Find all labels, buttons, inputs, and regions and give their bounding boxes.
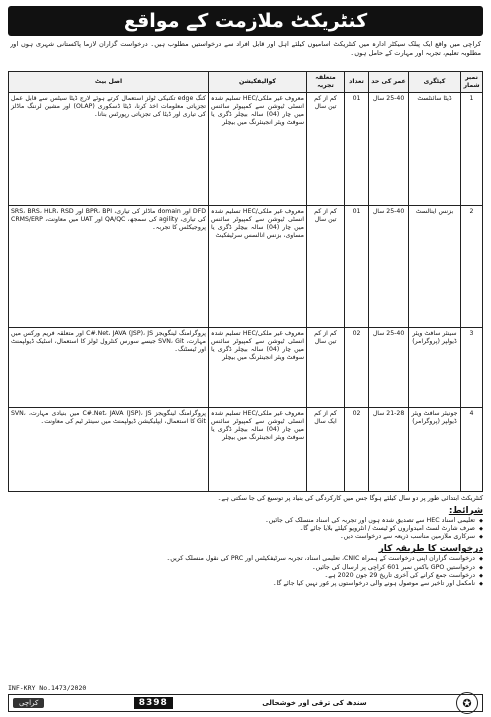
- row-description: DFD اور domain ماڈلز کی تیاری، BPR، BPI اور SRS، BRS، HLR، RSD کی تیاری، agility کی سمجھ، QA/QC اور UAT میں معاونت، CRMS/ERP پروجیکٹس کا تجربہ۔: [9, 206, 209, 328]
- header-experience: متعلقہ تجربہ: [307, 72, 345, 93]
- row-category: سینئر سافٹ ویئر ڈیولپر (پروگرامر): [409, 328, 461, 408]
- table-row: [9, 328, 483, 408]
- row-description: پروگرامنگ لینگویجز C#.Net، JAVA (JSP)، JS اور متعلقہ فریم ورکس میں مہارت، SVN، Git جیسے سورس کنٹرول ٹولز کا استعمال، اسٹیک ڈیولپمنٹ اور ٹیسٹنگ۔: [9, 328, 209, 408]
- table-row: [9, 408, 483, 492]
- list-item: ◆ درخواست گزاران اپنی درخواست کے ہمراہ CNIC، تعلیمی اسناد، تجربہ سرٹیفکیٹس اور PRC کی نقول منسلک کریں۔: [8, 555, 483, 563]
- table-row: [9, 206, 483, 328]
- row-serial: 4: [461, 408, 483, 492]
- page-title: کنٹریکٹ ملازمت کے مواقع: [8, 6, 483, 36]
- header-serial: نمبر شمار: [461, 72, 483, 93]
- row-qualification: معروف غیر ملکی/HEC تسلیم شدہ انسٹی ٹیوشن سے کمپیوٹر سائنس میں چار (04) سالہ بیچلر ڈگری یا سوفٹ ویئر انجینئرنگ میں بیچلر: [209, 408, 307, 492]
- row-count: 01: [345, 93, 369, 206]
- header-category: کیٹگری: [409, 72, 461, 93]
- row-count: 01: [345, 206, 369, 328]
- table-header-row: [9, 72, 483, 93]
- procedure-heading: درخواست کا طریقہ کار: [378, 544, 483, 555]
- row-category: ڈیٹا سائنٹسٹ: [409, 93, 461, 206]
- row-category: جونیئر سافٹ ویئر ڈیولپر (پروگرامر): [409, 408, 461, 492]
- row-age: 25-40 سال: [369, 328, 409, 408]
- row-experience: کم از کم ایک سال: [307, 408, 345, 492]
- row-description: پروگرامنگ لینگویجز C#.Net، JAVA (JSP)، JS میں بنیادی مہارت، SVN، Git کا استعمال، ایپلیکیشن ڈیولپمنٹ میں سینئر ٹیم کی معاونت۔: [9, 408, 209, 492]
- intro-paragraph: کراچی میں واقع ایک پبلک سیکٹر ادارہ میں کنٹریکٹ اسامیوں کیلئے اہل اور قابل افراد سے درخواستیں مطلوب ہیں۔ درخواست گزاران لازما پاکستانی شہری ہوں اور مطلوبہ تعلیم، تجربہ اور مہارت کے حامل ہوں۔: [10, 40, 481, 57]
- footer-slogan: سندھ کی ترقی اور خوشحالی: [262, 699, 367, 707]
- list-item: ◆ صرف شارٹ لسٹ امیدواروں کو ٹیسٹ / انٹرویو کیلئے بلایا جائے گا۔: [8, 525, 483, 533]
- header-age: عمر کی حد: [369, 72, 409, 93]
- row-description: کنگ edge تکنیکی ٹولز استعمال کرتے ہوئے لارج ڈیٹا سیٹس سے قابل عمل تجزیاتی معلومات اخذ کرنا، ڈیٹا ڈسکوری (OLAP) اور مشین لرننگ ماڈلز کی تیاری اور ڈیٹا کی تجزیاتی رپورٹس بنانا۔: [9, 93, 209, 206]
- list-item: ◆ درخواستیں GPO باکس نمبر 601 کراچی پر ارسال کی جائیں۔: [8, 564, 483, 572]
- row-serial: 2: [461, 206, 483, 328]
- government-seal-icon: ✪: [456, 692, 478, 714]
- row-qualification: معروف غیر ملکی/HEC تسلیم شدہ انسٹی ٹیوشن سے کمپیوٹر سائنس میں چار (04) سالہ بیچلر ڈگری یا سوفٹ ویئر انجینئرنگ میں بیچلر: [209, 93, 307, 206]
- row-qualification: معروف غیر ملکی/HEC تسلیم شدہ انسٹی ٹیوشن سے کمپیوٹر سائنس میں چار (04) سالہ بیچلر ڈگری یا مساوی، بزنس انالسس سرٹیفکیٹ: [209, 206, 307, 328]
- conditions-heading: شرائط:: [448, 505, 483, 516]
- row-serial: 3: [461, 328, 483, 408]
- jobs-table: [8, 71, 483, 492]
- header-count: تعداد: [345, 72, 369, 93]
- footer: [8, 682, 483, 712]
- contract-note: کنٹریکٹ ابتدائی طور پر دو سال کیلئے ہوگا جس میں کارکردگی کی بنیاد پر توسیع کی جا سکتی ہے۔: [217, 494, 483, 502]
- list-item: ◆ نامکمل اور تاخیر سے موصول ہونے والی درخواستوں پر غور نہیں کیا جائے گا۔: [8, 580, 483, 588]
- conditions-list: [8, 517, 483, 542]
- row-age: 21-28 سال: [369, 408, 409, 492]
- list-item: ◆ تعلیمی اسناد HEC سے تصدیق شدہ ہوں اور تجربہ کی اسناد منسلک کی جائیں۔: [8, 517, 483, 525]
- row-experience: کم از کم تین سال: [307, 93, 345, 206]
- row-experience: کم از کم تین سال: [307, 328, 345, 408]
- list-item: ◆ سرکاری ملازمین مناسب ذریعہ سے درخواست دیں۔: [8, 533, 483, 541]
- footer-phone: 8398: [134, 697, 173, 709]
- header-qualification: کوالیفکیشن: [209, 72, 307, 93]
- row-serial: 1: [461, 93, 483, 206]
- row-category: بزنس اینالسٹ: [409, 206, 461, 328]
- table-row: [9, 93, 483, 206]
- footer-bar: [8, 694, 483, 712]
- footer-city-label: کراچی: [13, 698, 44, 708]
- reference-number: INF-KRY No.1473/2020: [8, 684, 87, 692]
- row-experience: کم از کم تین سال: [307, 206, 345, 328]
- row-age: 25-40 سال: [369, 93, 409, 206]
- row-count: 02: [345, 408, 369, 492]
- row-qualification: معروف غیر ملکی/HEC تسلیم شدہ انسٹی ٹیوشن سے کمپیوٹر سائنس میں چار (04) سالہ بیچلر ڈگری یا سوفٹ ویئر انجینئرنگ میں بیچلر: [209, 328, 307, 408]
- row-count: 02: [345, 328, 369, 408]
- procedure-list: [8, 555, 483, 588]
- header-description: اصل بیٹ: [9, 72, 209, 93]
- list-item: ◆ درخواست جمع کرانے کی آخری تاریخ 29 جون 2020 ہے۔: [8, 572, 483, 580]
- row-age: 25-40 سال: [369, 206, 409, 328]
